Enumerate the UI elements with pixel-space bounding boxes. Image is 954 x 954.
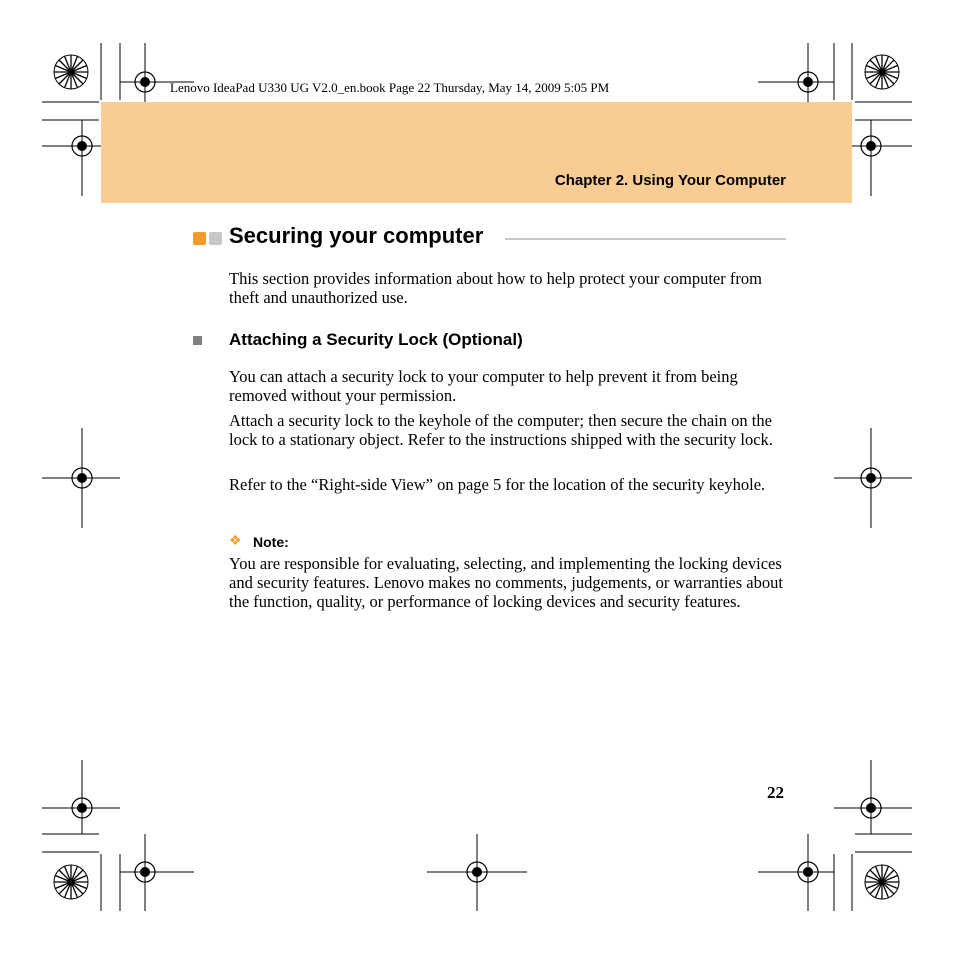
diamond-dots-icon: ❖ [229, 533, 242, 549]
section-intro: This section provides information about how to help protect your computer from theft and unauthorized use. [229, 269, 762, 307]
chapter-title: Chapter 2. Using Your Computer [554, 172, 786, 189]
paragraph: Attach a security lock to the keyhole of the computer; then secure the chain on the lock to a stationary object. Refer to the instructions shipped with the security lock. [229, 411, 773, 449]
page-number: 22 [767, 783, 784, 802]
note-text: You are responsible for evaluating, selecting, and implementing the locking devices and security features. Lenovo makes no comments, judgements, or warranties about the function, quality, or performance of locking devices and security features. [229, 554, 783, 611]
section-marker-orange-icon [193, 232, 206, 245]
section-title: Securing your computer [229, 223, 484, 248]
title-rule [505, 238, 786, 240]
note-label: Note: [253, 534, 289, 550]
subsection-title: Attaching a Security Lock (Optional) [229, 330, 523, 349]
square-bullet-icon [193, 336, 202, 345]
section-marker-gray-icon [209, 232, 222, 245]
paragraph: Refer to the “Right-side View” on page 5 for the location of the security keyhole. [229, 475, 766, 494]
paragraph: You can attach a security lock to your computer to help prevent it from being removed without your permission. [229, 367, 738, 405]
print-slug: Lenovo IdeaPad U330 UG V2.0_en.book Page 22 Thursday, May 14, 2009 5:05 PM [170, 80, 610, 95]
